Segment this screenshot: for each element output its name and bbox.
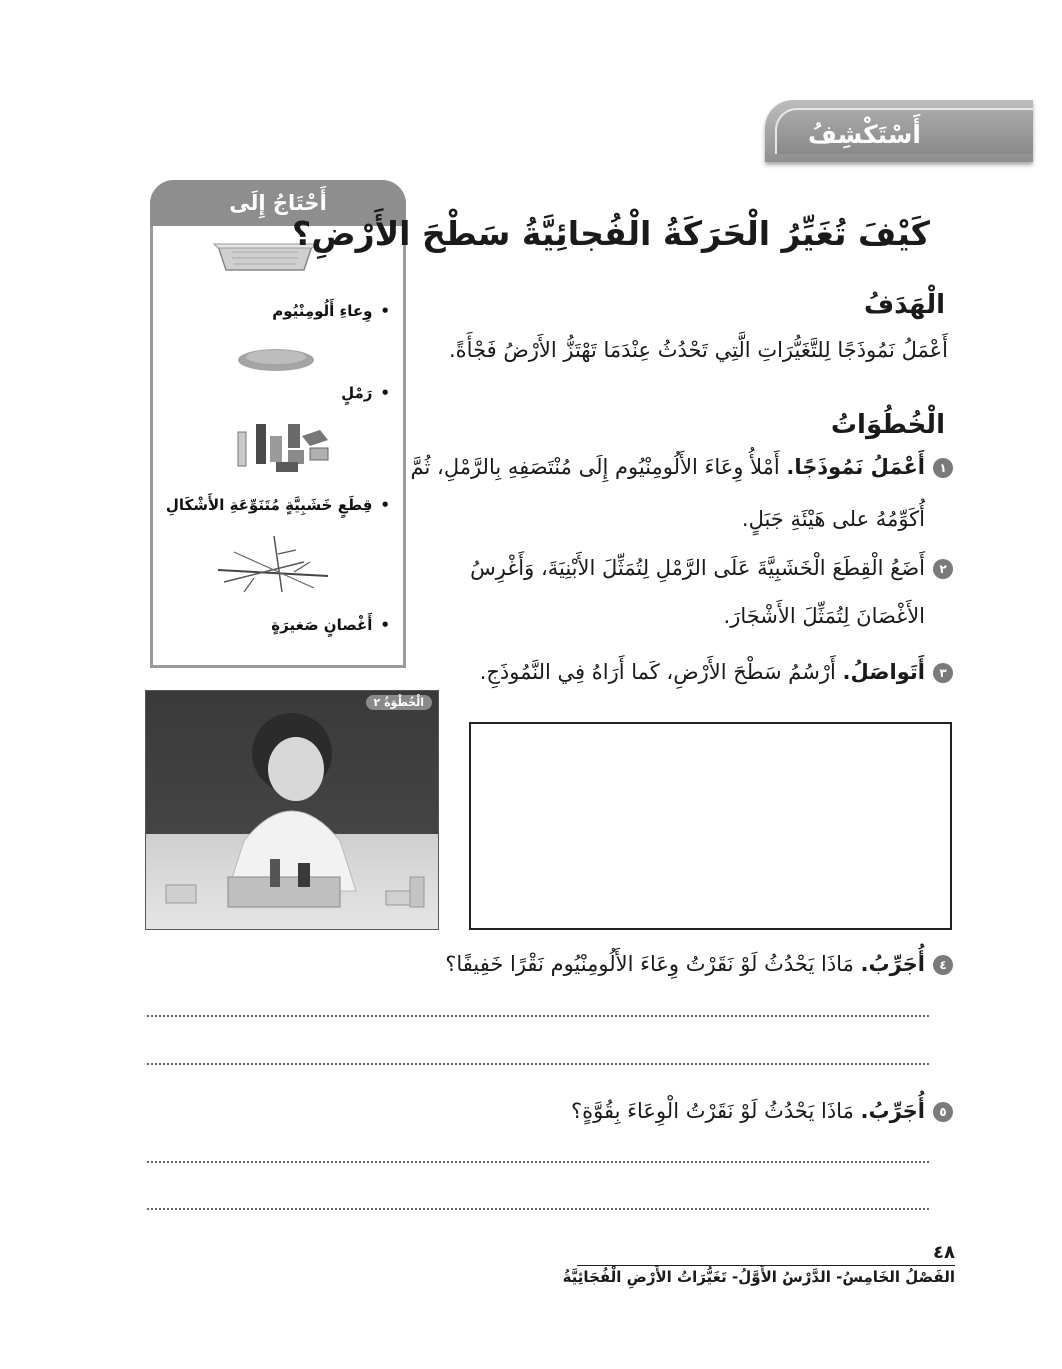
material-item: •رَمْلٍ (341, 384, 390, 402)
step-2: ٢أَضَعُ الْقِطَعَ الْخَشَبِيَّةَ عَلَى الرَّمْلِ لِتُمَثِّلَ الأَبْنِيَةَ، وَأَغْرِسُ (405, 556, 953, 580)
step-1: ١أَعْمَلُ نَمُوذَجًا. أَمْلأُ وِعَاءَ الأَلُومِنْيُوم إِلَى مُنْتَصَفِهِ بِالرَّمْلِ، ثُمَّ (405, 455, 953, 479)
step-4: ٤أُجَرِّبُ. مَاذَا يَحْدُثُ لَوْ نَقَرْتُ وِعَاءَ الأَلُومِنْيُوم نَقْرًا خَفِيفًا؟ (380, 952, 953, 976)
materials-title: أَحْتَاجُ إِلَى (150, 180, 406, 226)
material-item: •قِطَعٍ خَشَبِيَّةٍ مُتَنَوِّعَةِ الأَشْكَالِ (165, 496, 390, 514)
material-item: •أَغْصانٍ صَغيرَةٍ (271, 616, 390, 634)
twigs-icon (214, 532, 332, 596)
answer-line[interactable] (147, 1015, 929, 1017)
step-number: ١ (933, 458, 953, 478)
footer-lesson: الفَصْلُ الخَامِسُ- الدَّرْسُ الأَوَّلُ- تَغَيُّرَاتُ الأَرْضِ الْفُجَائِيَّةُ (562, 1268, 955, 1286)
step-badge: الْخُطْوَةُ ٢ (366, 695, 432, 710)
step-number: ٥ (933, 1102, 953, 1122)
material-item: •وِعاءِ أَلُومِنْيُوم (272, 302, 390, 320)
step-3: ٣أَتَواصَلُ. أَرْسُمُ سَطْحَ الأَرْضِ، كَما أَرَاهُ فِي النَّمُوذَجِ. (405, 660, 953, 684)
step-number: ٢ (933, 559, 953, 579)
step-5: ٥أُجَرِّبُ. مَاذَا يَحْدُثُ لَوْ نَقَرْتُ الْوِعَاءَ بِقُوَّةٍ؟ (380, 1099, 953, 1123)
explore-label: أَسْتَكْشِفُ (807, 120, 921, 149)
answer-line[interactable] (147, 1208, 929, 1210)
drawing-area[interactable] (469, 722, 952, 930)
step-number: ٤ (933, 955, 953, 975)
step-number: ٣ (933, 663, 953, 683)
step-1-cont: أُكَوِّمُهُ على هَيْئَةِ جَبَلٍ. (741, 507, 925, 531)
answer-line[interactable] (147, 1161, 929, 1163)
goal-heading: الْهَدَفُ (863, 290, 945, 320)
step-2-cont: الأَغْصَانَ لِتُمَثِّلَ الأَشْجَارَ. (723, 604, 925, 628)
girl-with-model-illustration (146, 691, 438, 929)
steps-heading: الْخُطُوَاتُ (830, 410, 945, 440)
sand-pile-icon (236, 343, 316, 373)
step-photo (145, 690, 439, 930)
wooden-blocks-icon (232, 418, 336, 474)
footer-divider (577, 1265, 955, 1266)
answer-line[interactable] (147, 1063, 929, 1065)
explore-tab (765, 100, 1033, 162)
page-number: ٤٨ (933, 1242, 955, 1263)
goal-text: أَعْمَلُ نَمُوذَجًا لِلتَّغَيُّرَاتِ الَّتِي تَحْدُثُ عِنْدَمَا تَهْتَزُّ الأَرْضُ فَجْأَةً. (449, 338, 948, 362)
page-title: كَيْفَ تُغَيِّرُ الْحَرَكَةُ الْفُجائِيَّةُ سَطْحَ الأَرْضِ؟ (292, 214, 930, 253)
